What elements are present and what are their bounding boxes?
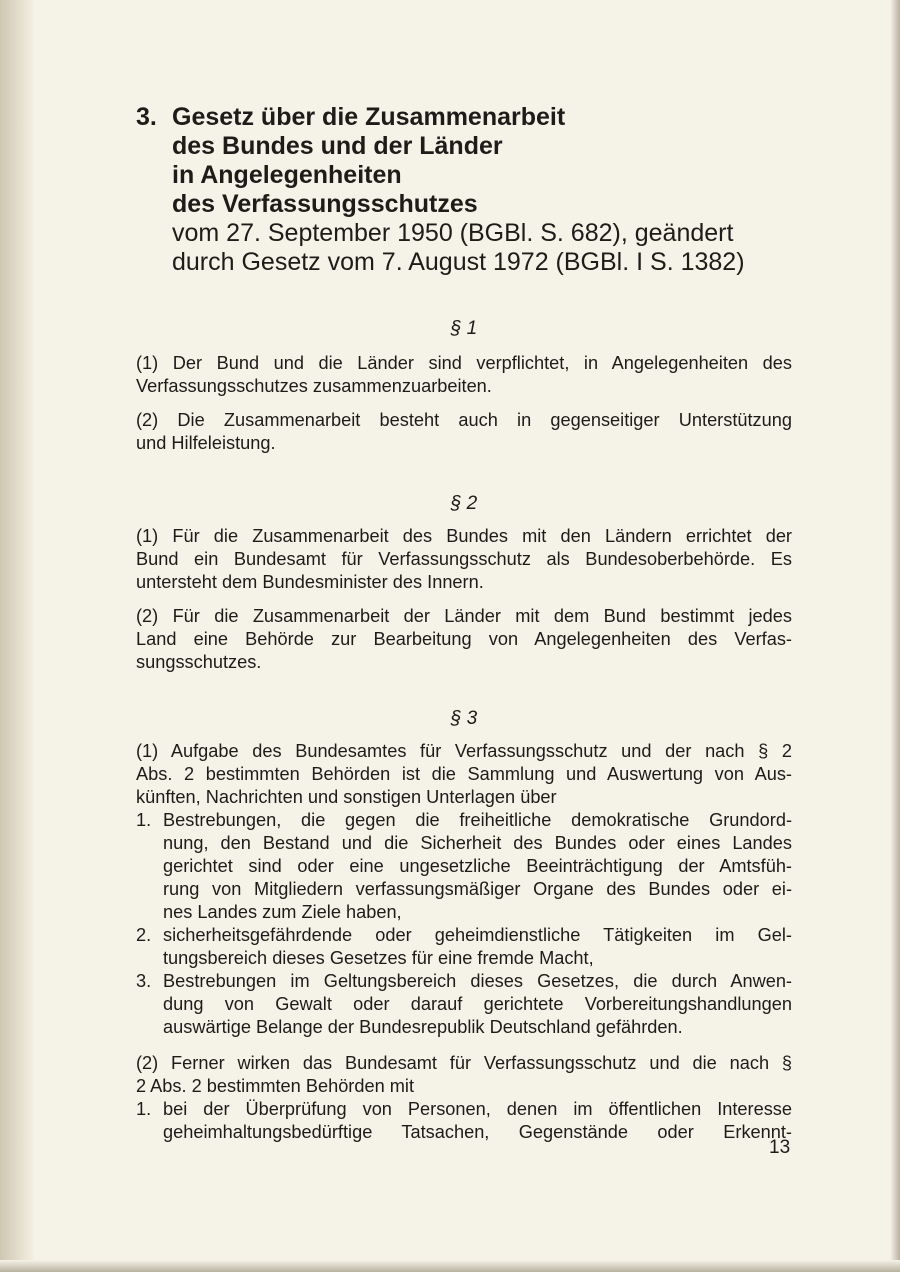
text-line: gerichtet sind oder eine ungesetzliche Beeinträchtigung der Amtsfüh- (163, 856, 792, 876)
page-content (136, 103, 792, 1144)
text-line: bei der Überprüfung von Personen, denen im öffentlichen Interesse (163, 1099, 792, 1119)
text-line: nes Landes zum Ziele haben, (163, 902, 402, 922)
page-edge-bottom (0, 1260, 900, 1272)
list-item (136, 924, 792, 970)
section-1-paragraph-1 (136, 352, 792, 398)
text-line: (1) Aufgabe des Bundesamtes für Verfassungsschutz und der nach § 2 (136, 741, 792, 761)
list-item-number: 1. (136, 1099, 152, 1119)
text-line: (1) Für die Zusammenarbeit des Bundes mit den Ländern errichtet der (136, 526, 792, 546)
text-line: Verfassungsschutzes zusammenzuarbeiten. (136, 376, 492, 396)
law-heading (136, 103, 792, 277)
section-3-paragraph-2-list (136, 1098, 792, 1144)
text-line: geheimhaltungsbedürftige Tatsachen, Gegenstände oder Erkennt- (163, 1122, 792, 1142)
text-line: Land eine Behörde zur Bearbeitung von Angelegenheiten des Verfas- (136, 629, 792, 649)
page-number: 13 (769, 1137, 791, 1158)
text-line: untersteht dem Bundesminister des Innern. (136, 572, 484, 592)
text-line: (1) Der Bund und die Länder sind verpflichtet, in Angelegenheiten des (136, 353, 792, 373)
page-edge-right (890, 0, 900, 1272)
text-line: Bestrebungen, die gegen die freiheitliche demokratische Grundord- (163, 810, 792, 830)
section-3-paragraph-1-list (136, 809, 792, 1039)
book-spine-shadow (0, 0, 34, 1272)
text-line: Bestrebungen im Geltungsbereich dieses Gesetzes, die durch Anwen- (163, 971, 792, 991)
section-sign-3: § 3 (450, 708, 478, 729)
text-line: (2) Die Zusammenarbeit besteht auch in gegenseitiger Unterstützung (136, 410, 792, 430)
text-line: sungsschutzes. (136, 652, 262, 672)
text-line: 2 Abs. 2 bestimmten Behörden mit (136, 1076, 415, 1096)
heading-subtitle-line: vom 27. September 1950 (BGBl. S. 682), geändert (172, 219, 734, 247)
heading-number: 3. (136, 103, 157, 131)
text-line: (2) Ferner wirken das Bundesamt für Verfassungsschutz und die nach § (136, 1053, 792, 1073)
text-line: rung von Mitgliedern verfassungsmäßiger Organe des Bundes oder ei- (163, 879, 792, 899)
text-line: und Hilfeleistung. (136, 433, 276, 453)
list-item-number: 3. (136, 971, 152, 991)
list-item-number: 1. (136, 810, 152, 830)
text-line: dung von Gewalt oder darauf gerichtete Vorbereitungshandlungen (163, 994, 792, 1014)
text-line: Abs. 2 bestimmten Behörden ist die Sammlung und Auswertung von Aus- (136, 764, 792, 784)
text-line: sicherheitsgefährdende oder geheimdienstliche Tätigkeiten im Gel- (163, 925, 792, 945)
text-line: (2) Für die Zusammenarbeit der Länder mit dem Bund bestimmt jedes (136, 606, 792, 626)
section-sign-1: § 1 (450, 318, 478, 339)
text-line: künften, Nachrichten und sonstigen Unterlagen über (136, 787, 557, 807)
heading-title-line: des Bundes und der Länder (172, 132, 503, 160)
section-1-paragraph-2 (136, 409, 792, 455)
section-sign-2: § 2 (450, 493, 478, 514)
text-line: auswärtige Belange der Bundesrepublik Deutschland gefährden. (163, 1017, 683, 1037)
text-line: nung, den Bestand und die Sicherheit des Bundes oder eines Landes (163, 833, 792, 853)
heading-subtitle-line: durch Gesetz vom 7. August 1972 (BGBl. I S. 1382) (172, 248, 745, 276)
section-3-paragraph-2 (136, 1052, 792, 1098)
heading-title-line: Gesetz über die Zusammenarbeit (172, 103, 566, 131)
list-item (136, 1098, 792, 1144)
text-line: tungsbereich dieses Gesetzes für eine fremde Macht, (163, 948, 594, 968)
section-2-paragraph-1 (136, 525, 792, 594)
list-item (136, 970, 792, 1039)
heading-title-line: des Verfassungsschutzes (172, 190, 478, 218)
section-3-paragraph-1 (136, 740, 792, 809)
text-line: Bund ein Bundesamt für Verfassungsschutz als Bundesoberbehörde. Es (136, 549, 792, 569)
section-2-paragraph-2 (136, 605, 792, 674)
heading-title-line: in Angelegenheiten (172, 161, 402, 189)
list-item (136, 809, 792, 924)
list-item-number: 2. (136, 925, 152, 945)
